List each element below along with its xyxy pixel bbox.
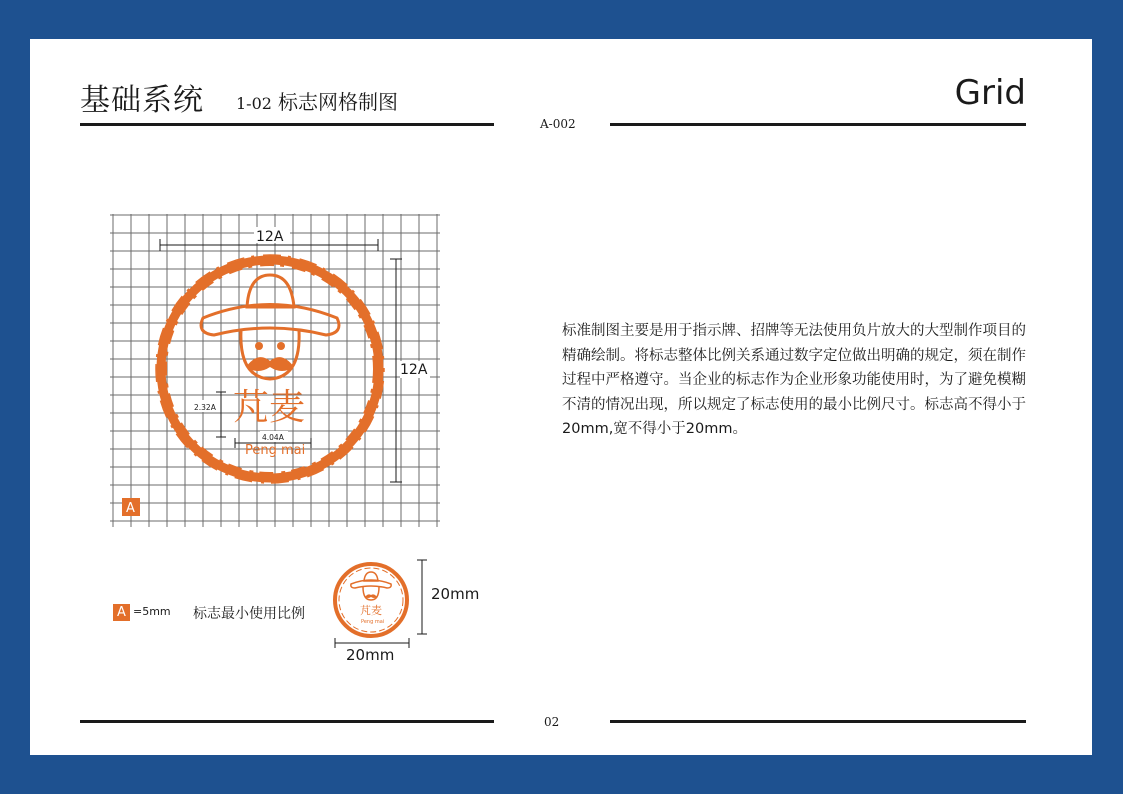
left-eye-icon bbox=[255, 342, 263, 350]
logo-pinyin: Peng mai bbox=[245, 443, 306, 458]
english-title: Grid bbox=[954, 73, 1026, 113]
page-number: 02 bbox=[544, 715, 560, 729]
min-height-dimension bbox=[415, 557, 429, 637]
min-logo-chinese-name: 芃麦 bbox=[360, 604, 382, 617]
text-height-label: 2.32A bbox=[194, 403, 216, 412]
width-dimension-label: 12A bbox=[256, 229, 284, 245]
min-face-icon bbox=[363, 587, 379, 600]
min-mustache-icon bbox=[365, 594, 377, 598]
footer-rule-left bbox=[80, 720, 494, 723]
legend-unit-value: =5mm bbox=[133, 605, 171, 618]
footer-rule-right bbox=[610, 720, 1026, 723]
face-outline-icon bbox=[241, 331, 299, 379]
min-size-label: 标志最小使用比例 bbox=[193, 606, 305, 622]
document-sheet bbox=[30, 39, 1092, 755]
right-eye-icon bbox=[277, 342, 285, 350]
description-paragraph: 标准制图主要是用于指示牌、招牌等无法使用负片放大的大型制作项目的精确绘制。将标志整体比例关系通过数字定位做出明确的规定，须在制作过程中严格遵守。当企业的标志作为企业形象功能使用时，为了避免模糊不清的情况出现，所以规定了标志使用的最小比例尺寸。标志高不得小于20mm,宽不得小于20mm。 bbox=[562, 323, 1026, 437]
sub-title: 标志网格制图 bbox=[277, 90, 398, 114]
min-size-logo bbox=[330, 559, 412, 641]
min-logo-pinyin: Peng mai bbox=[361, 619, 385, 625]
logo-grid-diagram bbox=[108, 209, 442, 529]
sub-code: 1-02 bbox=[236, 94, 272, 113]
legend-unit-badge: A bbox=[113, 604, 130, 621]
text-width-label: 4.04A bbox=[262, 433, 284, 442]
sub-title-row bbox=[236, 86, 398, 115]
logo-chinese-name: 芃麦 bbox=[233, 387, 306, 428]
hat-crown-icon bbox=[247, 275, 294, 307]
grid-unit-badge-label: A bbox=[126, 501, 135, 516]
height-dimension-label: 12A bbox=[400, 362, 428, 378]
min-height-label: 20mm bbox=[431, 585, 480, 603]
min-width-label: 20mm bbox=[346, 646, 395, 664]
hat-brim-icon bbox=[201, 305, 339, 336]
header-rule-right bbox=[610, 123, 1026, 126]
page-code: A-002 bbox=[540, 117, 576, 131]
section-title: 基础系统 bbox=[80, 83, 204, 118]
header-rule-left bbox=[80, 123, 494, 126]
